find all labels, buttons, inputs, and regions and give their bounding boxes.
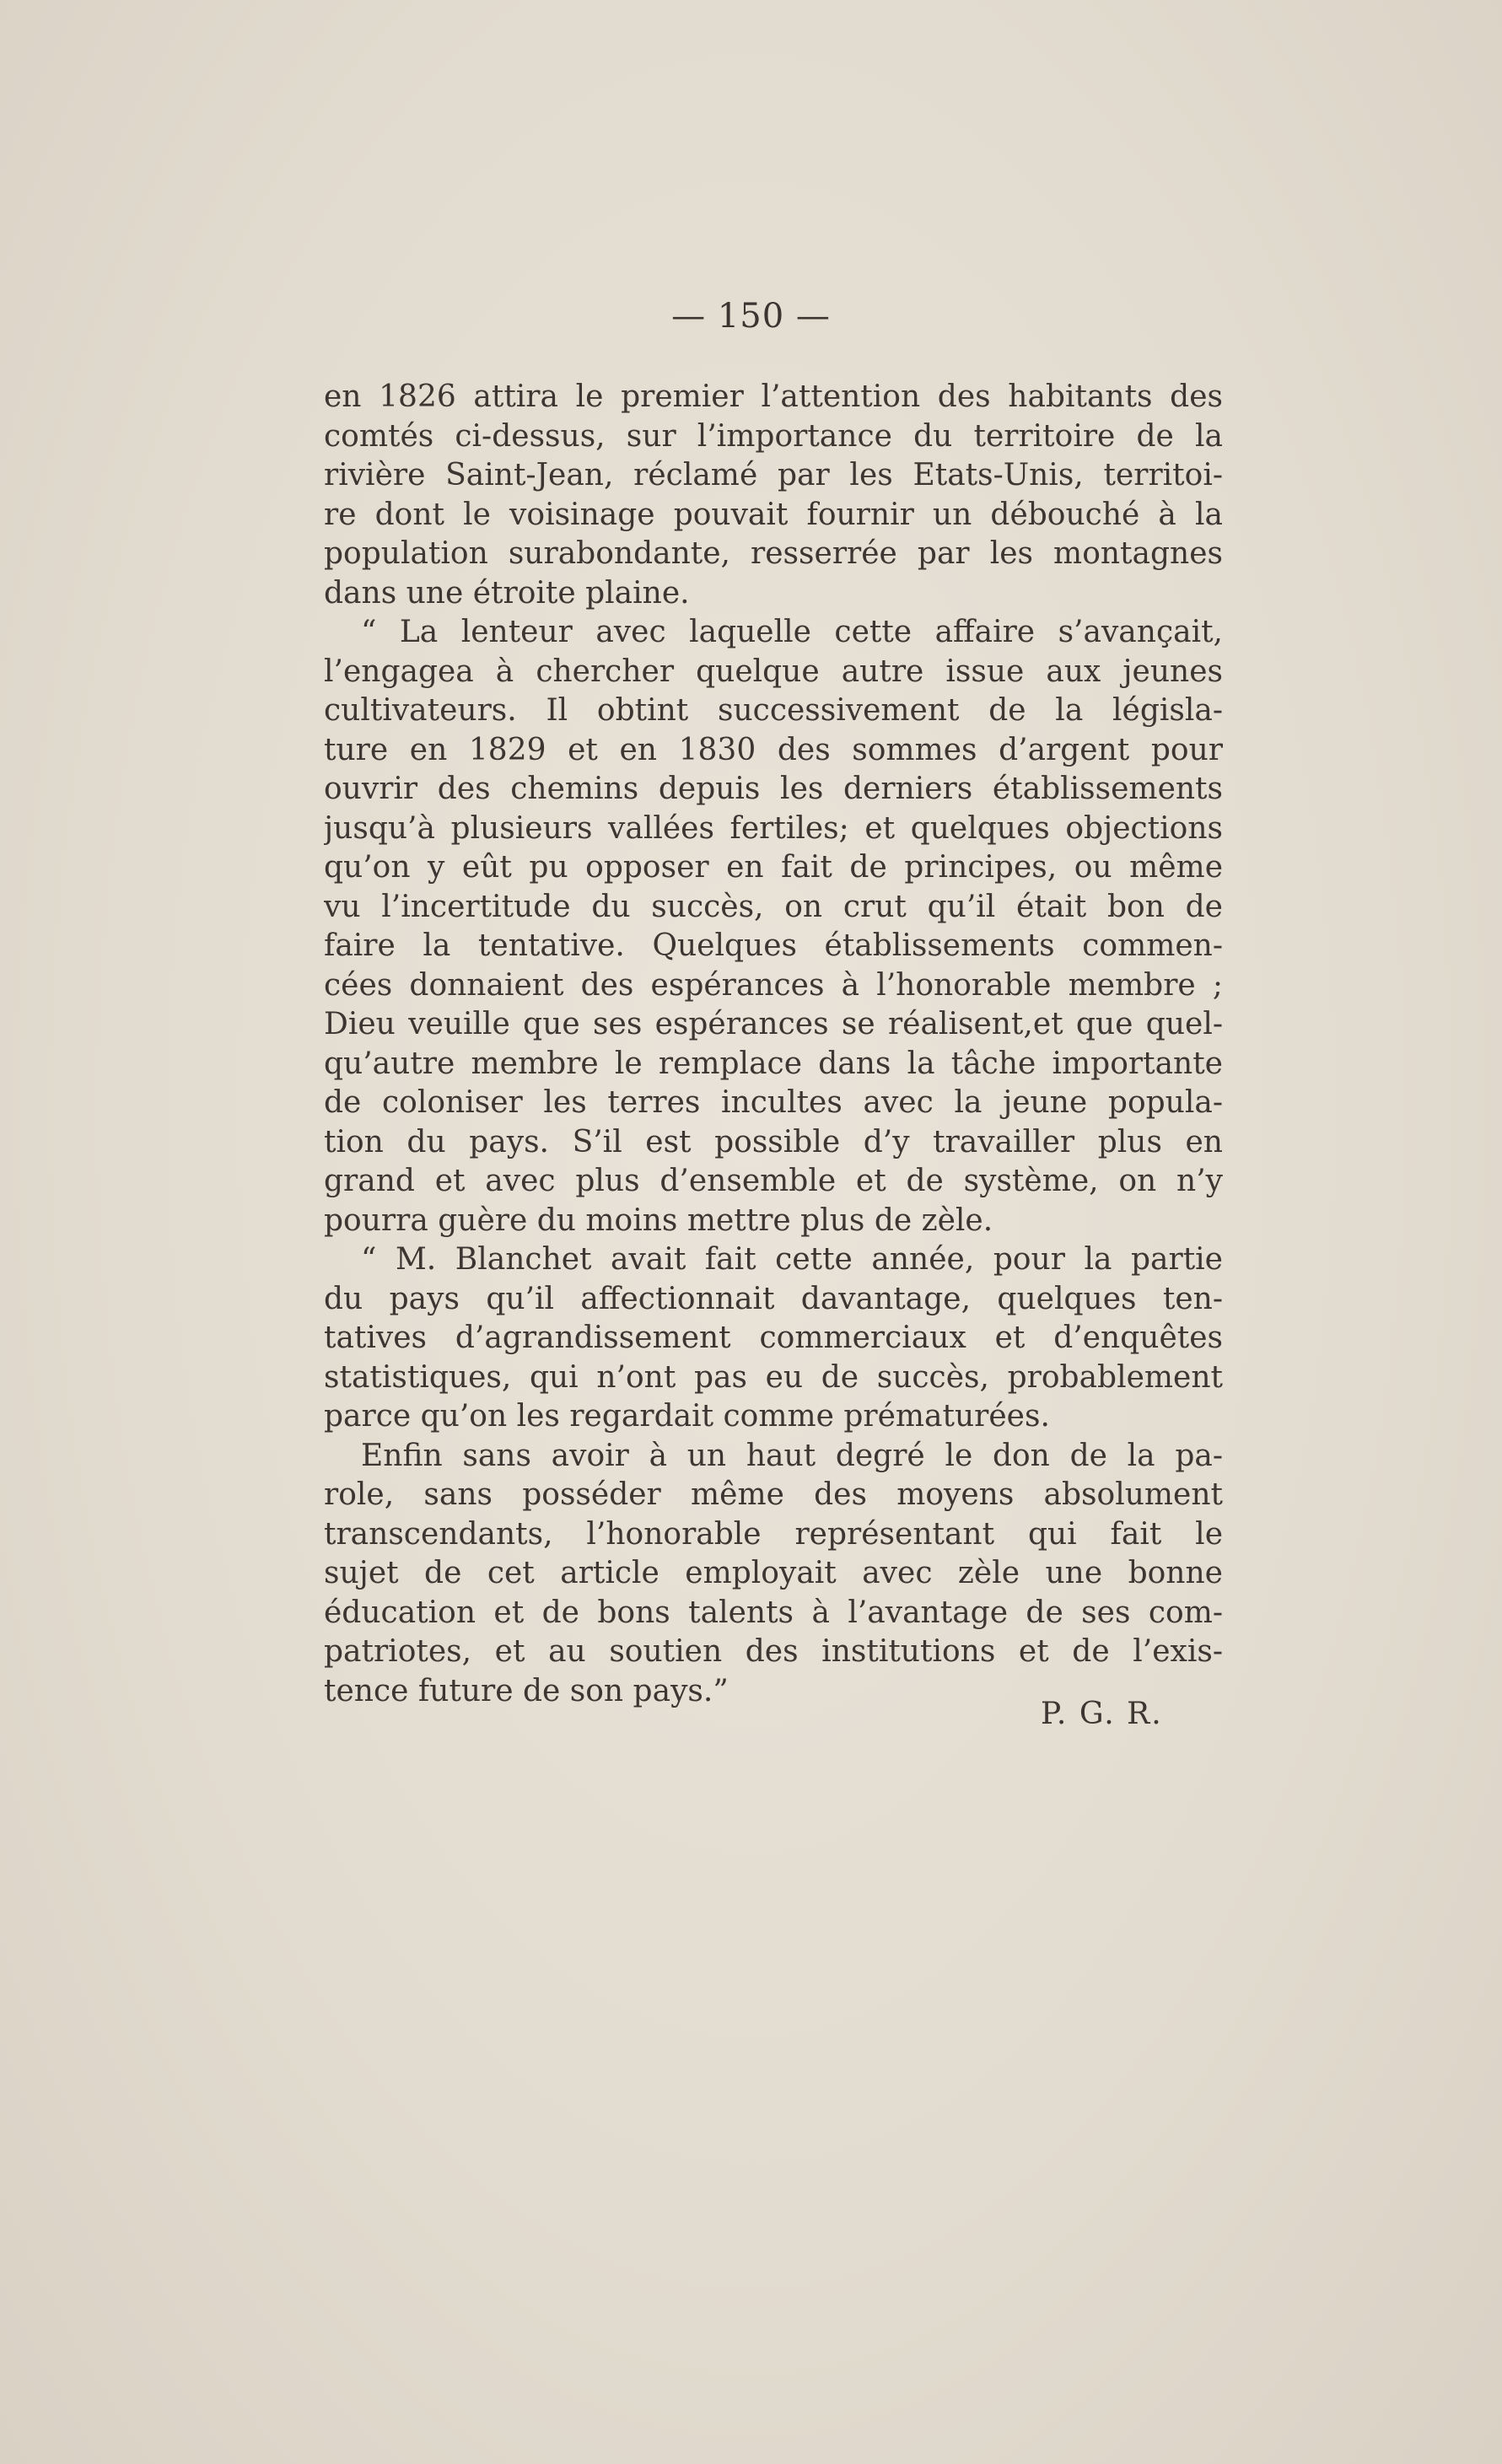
page-number: — 150 — bbox=[671, 297, 831, 336]
text-line: vu l’incertitude du succès, on crut qu’il était bon de bbox=[324, 889, 1223, 924]
text-line: re dont le voisinage pouvait fournir un débouché à la bbox=[324, 497, 1223, 532]
text-line: ouvrir des chemins depuis les derniers établissements bbox=[324, 772, 1223, 806]
text-line: dans une étroite plaine. bbox=[324, 575, 690, 611]
text-line: parce qu’on les regardait comme prématurées. bbox=[324, 1399, 1050, 1434]
text-line: de coloniser les terres incultes avec la jeune popula- bbox=[324, 1085, 1223, 1120]
text-line: l’engagea à chercher quelque autre issue aux jeunes bbox=[324, 654, 1223, 689]
text-line: Dieu veuille que ses espérances se réalisent,et que quel- bbox=[324, 1007, 1223, 1041]
text-line: rivière Saint-Jean, réclamé par les Etats-Unis, territoi- bbox=[324, 458, 1223, 492]
text-line: statistiques, qui n’ont pas eu de succès, probablement bbox=[324, 1359, 1223, 1395]
text-line: du pays qu’il affectionnait davantage, quelques ten- bbox=[324, 1281, 1223, 1316]
text-line: jusqu’à plusieurs vallées fertiles; et quelques objections bbox=[324, 810, 1223, 846]
text-line: qu’on y eût pu opposer en fait de principes, ou même bbox=[324, 850, 1223, 885]
author-signature: P. G. R. bbox=[1041, 1697, 1163, 1731]
text-line: tatives d’agrandissement commerciaux et d’enquêtes bbox=[324, 1321, 1223, 1355]
text-line: population surabondante, resserrée par les montagnes bbox=[324, 536, 1223, 571]
text-line: “ La lenteur avec laquelle cette affaire s’avançait, bbox=[361, 615, 1223, 649]
text-line: grand et avec plus d’ensemble et de système, on n’y bbox=[324, 1164, 1223, 1198]
body-text bbox=[324, 378, 1223, 1711]
text-line: faire la tentative. Quelques établissements commen- bbox=[324, 928, 1223, 963]
text-line: cultivateurs. Il obtint successivement de la législa- bbox=[324, 693, 1223, 728]
text-line: “ M. Blanchet avait fait cette année, pour la partie bbox=[361, 1242, 1223, 1277]
text-line: en 1826 attira le premier l’attention des habitants des bbox=[324, 379, 1223, 414]
text-line: pourra guère du moins mettre plus de zèle. bbox=[324, 1202, 993, 1238]
text-line: patriotes, et au soutien des institutions et de l’exis- bbox=[324, 1634, 1223, 1669]
text-line: éducation et de bons talents à l’avantage de ses com- bbox=[324, 1595, 1223, 1630]
text-line: transcendants, l’honorable représentant qui fait le bbox=[324, 1516, 1223, 1552]
text-line: qu’autre membre le remplace dans la tâche importante bbox=[324, 1046, 1223, 1081]
text-line: role, sans posséder même des moyens absolument bbox=[324, 1477, 1223, 1512]
text-line: Enfin sans avoir à un haut degré le don de la pa- bbox=[361, 1438, 1223, 1473]
text-line: ture en 1829 et en 1830 des sommes d’argent pour bbox=[324, 732, 1223, 767]
text-line: cées donnaient des espérances à l’honorable membre ; bbox=[324, 967, 1223, 1003]
text-line: comtés ci-dessus, sur l’importance du territoire de la bbox=[324, 418, 1223, 454]
text-line: sujet de cet article employait avec zèle une bonne bbox=[324, 1556, 1223, 1590]
text-line: tion du pays. S’il est possible d’y travailler plus en bbox=[324, 1124, 1223, 1159]
text-line: tence future de son pays.” bbox=[324, 1673, 729, 1708]
